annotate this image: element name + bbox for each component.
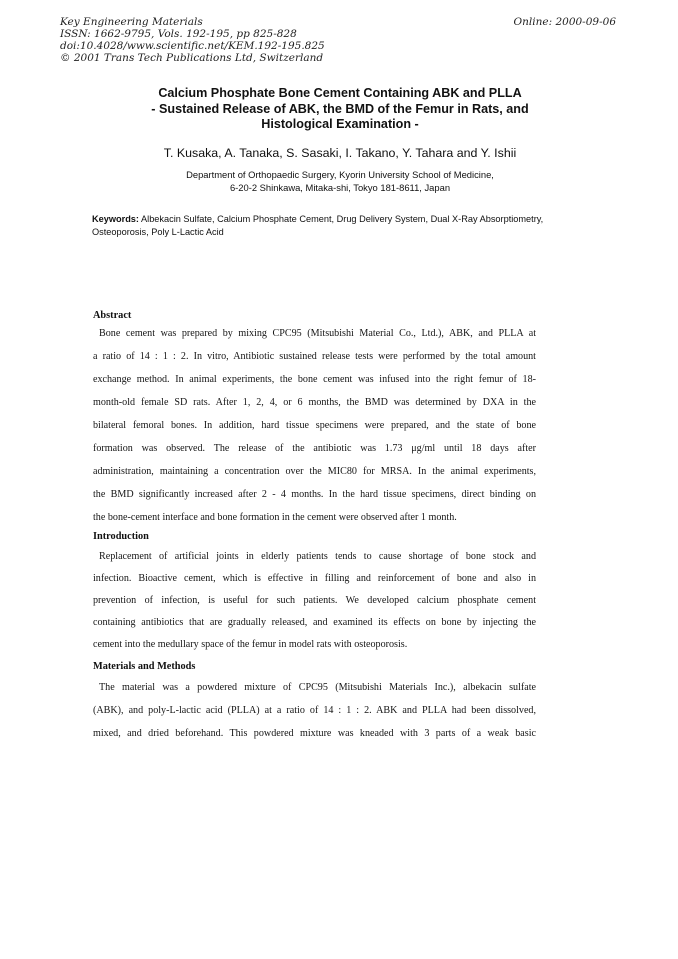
introduction-heading: Introduction [93, 531, 149, 542]
abstract-line: a ratio of 14 : 1 : 2. In vitro, Antibiotic sustained release tests were performed by the total amount [93, 351, 536, 362]
abstract-line: the bone-cement interface and bone formation in the cement were observed after 1 month. [93, 512, 457, 523]
doi-line: doi:10.4028/www.scientific.net/KEM.192-195.825 [60, 40, 325, 52]
abstract-body [93, 328, 536, 558]
copyright-line: © 2001 Trans Tech Publications Ltd, Switzerland [60, 52, 324, 64]
introduction-line: infection. Bioactive cement, which is effective in filling and reinforcement of bone and also in [93, 573, 536, 584]
methods-body [93, 682, 536, 752]
keywords-text: Albekacin Sulfate, Calcium Phosphate Cement, Drug Delivery System, Dual X-Ray Absorptiometry, Osteoporosis, Poly L-Lactic Acid [92, 214, 544, 237]
methods-line: (ABK), and poly-L-lactic acid (PLLA) at a ratio of 14 : 1 : 2. ABK and PLLA had been dissolved, [93, 705, 536, 716]
methods-heading: Materials and Methods [93, 661, 196, 672]
methods-line: mixed, and dried beforehand. This powdered mixture was kneaded with 3 parts of a weak basic [93, 728, 536, 739]
paper-title [80, 86, 600, 133]
keywords [92, 213, 552, 238]
journal-name: Key Engineering Materials [60, 16, 203, 28]
introduction-line: containing antibiotics that are gradually released, and examined its effects on bone by injecting the [93, 617, 536, 628]
title-line: Histological Examination - [261, 117, 419, 131]
authors: T. Kusaka, A. Tanaka, S. Sasaki, I. Takano, Y. Tahara and Y. Ishii [163, 146, 517, 160]
methods-line: The material was a powdered mixture of CPC95 (Mitsubishi Materials Inc.), albekacin sulfate [99, 682, 536, 693]
abstract-line: exchange method. In animal experiments, the bone cement was infused into the right femur of 18- [93, 374, 536, 385]
abstract-line: month-old female SD rats. After 1, 2, 4, or 6 months, the BMD was determined by DXA in the [93, 397, 536, 408]
keywords-label: Keywords: [92, 214, 139, 224]
introduction-line: cement into the medullary space of the femur in model rats with osteoporosis. [93, 639, 408, 650]
introduction-body [93, 551, 536, 661]
affiliation-line: Department of Orthopaedic Surgery, Kyorin University School of Medicine, [186, 169, 494, 180]
online-date: Online: 2000-09-06 [513, 16, 616, 28]
abstract-line: the BMD significantly increased after 2 - 4 months. In the hard tissue specimens, direct binding on [93, 489, 536, 500]
abstract-line: formation was observed. The release of the antibiotic was 1.73 μg/ml until 18 days after [93, 443, 536, 454]
title-line: Calcium Phosphate Bone Cement Containing ABK and PLLA [158, 86, 522, 100]
affiliation-line: 6-20-2 Shinkawa, Mitaka-shi, Tokyo 181-8611, Japan [229, 181, 451, 193]
title-line: - Sustained Release of ABK, the BMD of the Femur in Rats, and [151, 101, 529, 116]
abstract-line: administration, maintaining a concentration over the MIC80 for MRSA. In the animal experiments, [93, 466, 536, 477]
abstract-line: Bone cement was prepared by mixing CPC95 (Mitsubishi Material Co., Ltd.), ABK, and PLLA at [99, 328, 536, 339]
issn-line: ISSN: 1662-9795, Vols. 192-195, pp 825-828 [60, 28, 297, 40]
introduction-line: Replacement of artificial joints in elderly patients tends to cause shortage of bone stock and [99, 551, 536, 562]
abstract-heading: Abstract [93, 310, 132, 321]
introduction-line: prevention of infection, is useful for such patients. We developed calcium phosphate cement [93, 595, 536, 606]
journal-header [60, 16, 325, 64]
abstract-line: bilateral femoral bones. In addition, hard tissue specimens were prepared, and the state of bone [93, 420, 536, 431]
affiliation [80, 169, 600, 194]
